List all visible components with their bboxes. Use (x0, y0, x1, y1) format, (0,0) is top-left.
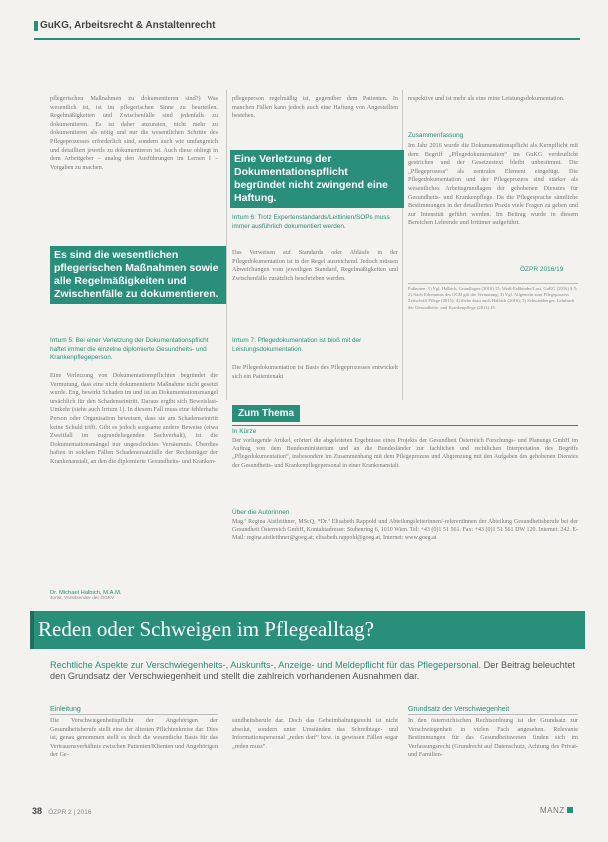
col2-subheading-2: Irrtum 7: Pflegedokumentation ist bloß mit der Leistungsdokumentation. (232, 337, 362, 353)
banner-marker (30, 611, 34, 649)
author-role: Jurist, Vorsitzender der ÖGKV (50, 596, 115, 601)
zum-thema-tag: Zum Thema (232, 405, 300, 422)
page-footer (32, 806, 92, 816)
page-number: 38 (32, 806, 43, 816)
column-divider (402, 90, 403, 400)
article-banner (30, 611, 585, 649)
author-name: Dr. Michael Halbich, M.A.M. (50, 590, 122, 596)
pull-quote-1: Es sind die wesentlichen pflegerischen Maßnahmen sowie alle Regelmäßigkeiten und Zwischenfälle zu dokumentieren. (50, 246, 226, 304)
header-marker (34, 21, 38, 31)
header-title: GuKG, Arbeitsrecht & Anstaltenrecht (40, 20, 216, 31)
publisher-mark-icon (567, 807, 573, 813)
col2-body-1: Das Verweisen auf Standards oder Abläufe in der Pflegedokumentation ist in der Regel ausreichend. Jedoch müssen Abweichungen vom jeweiligen Standard, Regelmäßigkeiten und Zwischenfälle zusätzlich beschrieben werden. (232, 249, 398, 282)
article-title: Reden oder Schweigen im Pflegealltag? (38, 617, 374, 641)
col2-top-text: pflegeperson regelmäßig ist, gegenüber dem Patienten. In manchen Fällen kann jedoch auch eine Haftung von Angestellten bestehen. (232, 95, 398, 120)
col3-heading: Zusammenfassung (408, 132, 464, 139)
lead-highlight: Rechtliche Aspekte zur Verschwiegenheits-, Auskunfts-, Anzeige- und Meldepflicht für das Pflegepersonal. (50, 660, 482, 670)
journal-issue: ÖZPR 2 | 2016 (48, 809, 92, 816)
col2-subheading-1: Irrtum 6: Trotz Expertenstandards/Leitlinien/SOPs muss immer ausführlich dokumentiert werden. (232, 214, 390, 230)
col1-subheading: Irrtum 5: Bei einer Verletzung der Dokumentationspflicht haftet immer die einzelne diplomierte Gesundheits- und Krankenpflegeperson. (50, 337, 209, 362)
column-divider (226, 90, 227, 400)
col3-top-text: respektive und ist mehr als eine reine Leistungsdokumentation. (408, 95, 565, 102)
pull-quote-2: Eine Verletzung der Dokumentationspflicht begründet nicht zwingend eine Haftung. (230, 150, 404, 208)
running-header (34, 8, 580, 40)
einleitung-heading: Einleitung (50, 706, 218, 715)
publisher-logo (540, 806, 573, 815)
col1-body: Eine Verletzung von Dokumentationspflichten begründet die Vermutung, dass eine nicht dokumentierte Maßnahme nicht gesetzt wurde. Eng, bewirkt Schaden im und ist an Dokumentationsmangel ursächlich für den Schadenseintritt. Daraus ergibt sich Beweislast-Umkehr (siehe auch Irrtum 1). In diesem Fall muss eine fehlerhafte Person oder Organisation beweisen, dass sie am Schadenseintritt keine Schuld trifft. Gibt es jedoch sorgsame andere Beweise (etwa Zweitfall im zugrundeliegenden Sachverhalt), ist die Dokumentationsmängel nur ungeschicktes Versäumnis. Überdies haften in solchen Fällen Schadenersatzfälle der Rechtsträger der Krankenanstalt, an den die diplomierte Gesundheits- und Kranken- (50, 372, 218, 465)
grundsatz-text: In den österreichischen Rechtsordnung ist der Grundsatz zur Verschwiegenheit in vielen Fach angesehen. Relevante Bestimmungen für das Gesundheitswesen finden sich im Verfassungsrecht (Grundrecht auf Datenschutz, Achtung des Privat- und Familien- (408, 717, 578, 759)
article-signature: ÖZPR 2016/19 (520, 266, 564, 273)
zum-thema-box (232, 425, 578, 560)
bottom-col-2 (232, 706, 398, 773)
bottom-col-1 (50, 706, 218, 785)
lead-rest: Der Beitrag beleuchtet den Grundsatz der Verschwiegenheit und stellt die zahlreich vorhandenen Ausnahmen dar. (50, 660, 576, 682)
in-kuerze-heading: In Kürze (232, 428, 257, 435)
footnotes: Fußnoten: 1) Vgl. Halbich, Grundlagen (2016) 15; Weiß-Faßbinder/Lust, GuKG (2016) § 5; 2) Nach Erkenntnis des OGH gilt die Vermutung; 3) Vgl. Allgemein zum Pflegeprozess Zeitschrift Pflege (2015); 4) Siehe dazu auch Halbich (2016); 5) Schwamberger, Lehrbuch der Gesundheits- und Krankenpflege (2013) 45. (408, 283, 578, 346)
col2-body-2: Die Pflegedokumentation ist Basis des Pflegeprozesses entwickelt sich ein Patientenakt (232, 364, 398, 380)
bottom-col-2-text: sundheitsberufe dar. Doch das Geheimhaltungsrecht ist nicht absolut, sondern unter Umständen das Schreibtage- und Informationspersonal „reden darf“ bzw. in gewissen Fällen sogar „reden muss“. (232, 717, 398, 750)
author-block (50, 590, 218, 601)
autorinnen-heading: Über die Autorinnen (232, 509, 290, 516)
article-lead (50, 660, 580, 683)
einleitung-text: Die Verschwiegenheitspflicht der Angehörigen der Gesundheitsberufe stellt eine der ältesten Pflichtenkreise dar. Dies ist, genau genommen stellt es doch die wesentliche Basis für das Vertrauensverhältnis zwischen Patienten/Klienten und Angehörigen der Ge- (50, 717, 218, 759)
publisher-name: MANZ (540, 806, 565, 815)
autorinnen-text: Mag.ª Regina Aistleithner, MScQ, *Dr.ª Elisabeth Rappold und Abteilungsleiterinnen/-referentinnen der Abteilung Gesundheitsberufe bei der Gesundheit Österreich GmbH, Kontaktadresse: Stubenring 6, 1010 Wien. Tel: +43 (0)1 51 561. Fax: +43 (0)1 51 561 DW 120. Internet: 242. E-Mail: regina.aistleithner@goeg.at; elisabeth.rappold@goeg.at, Internet: www.goeg.at (232, 519, 578, 542)
bottom-col-3 (408, 706, 578, 785)
col3-body: Im Jahr 2016 wurde die Dokumentationspflicht als Kernpflicht mit dem Begriff „Pflegedokumentation“ im GuKG verdeutlicht gestrichen und der Gesetzestext bleibt unbestimmt. Die „Pflegeprozess“ als zentrales Element eingefügt. Die Pflegedokumentation und der Pflegeprozess sind stärker als wesentliches Arbeitsgrundlagen der gehobenen Dienstes für Gesundheits- und Krankenpflege. Da die Pflegesprache sämtliche Bestimmungen in der detaillierten Praxis viele Fragen zu geben und zur Intensität geführt werden. Im Beitrag wurde in diesem Bereichen Lehrende und Irrtümer aufgeführt. (408, 142, 578, 227)
in-kuerze-text: Der vorliegende Artikel, erörtert die abgeleiteten Ergebnisse eines Projekts der Gesundheit Österreich Forschungs- und Planungs GmbH im Auftrag von dem Bundesministerium und an die Bundesländer zur fachlichen und rechtlichen Interpretation des Begriffs „Pflegedokumentation“, insbesondere im Zusammenhang mit dem Pflegeprozess und Abgrenzung mit den Aufgaben des gehobenen Dienstes der Gesundheits- und Krankenpflegepersonal in einer Krankenanstalt. (232, 438, 578, 469)
col1-top-text: pflegerischen Maßnahmen zu dokumentieren sind?) Was wesentlich ist, ist im pflegerischen Sinne zu beurteilen. Regelmäßigkeiten und Zwischenfälle sind jedenfalls zu dokumentieren. Es ist daher anzuraten, nicht mehr zu dokumentieren als nötig und nur die wesentlichen Schritte des Pflegeprozesses erforderlich sind, sondern auch wie umfangreich und detailliert jeweils zu dokumentieren ist. Auch diese obliegt in dem Arbeitgeber – analog den Ausführungen im Lernen I – Vorgaben zu machen. (50, 95, 218, 171)
grundsatz-heading: Grundsatz der Verschwiegenheit (408, 706, 578, 715)
